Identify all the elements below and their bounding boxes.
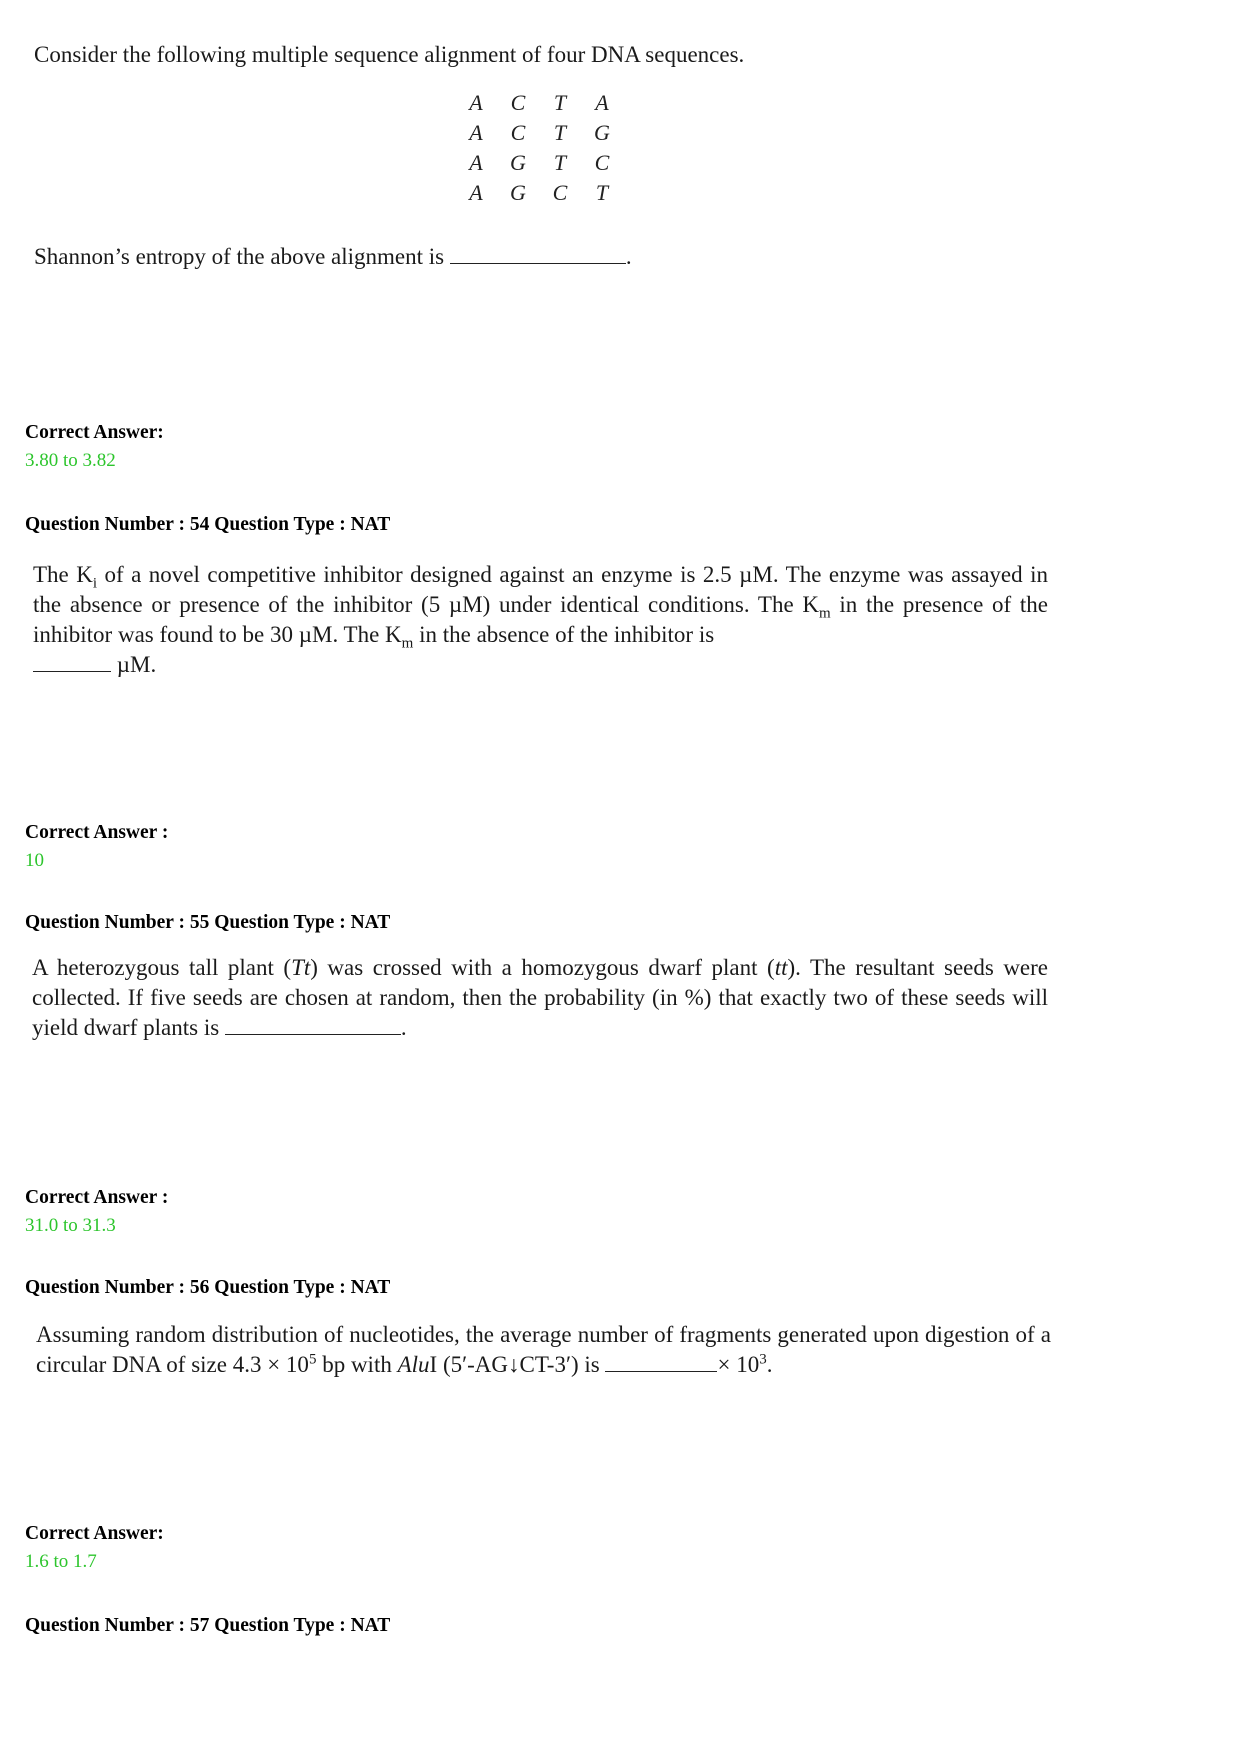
question-54-text (33, 560, 1048, 680)
q54-text-part: in the presence of the inhibitor was found to be 30 µM. The K (33, 592, 1048, 647)
alignment-cell: G (510, 180, 526, 205)
correct-answer-value: 3.80 to 3.82 (25, 450, 116, 471)
correct-answer-label: Correct Answer: (25, 422, 164, 443)
q56-text-part: bp with (316, 1352, 398, 1377)
ki-subscript: i (92, 575, 98, 592)
q55-text-part: ) was crossed with a homozygous dwarf plant ( (310, 955, 775, 980)
correct-answer-label: Correct Answer: (25, 1523, 164, 1544)
prompt-text: Shannon’s entropy of the above alignment is (34, 244, 445, 269)
q56-text-part: Assuming random distribution of nucleotides, the average number of fragments generated upon digestion of a circular DNA of size 4.3 × 10 (36, 1322, 1051, 1377)
question-54-header: Question Number : 54 Question Type : NAT (25, 514, 391, 535)
correct-answer-label: Correct Answer : (25, 1187, 169, 1208)
enzyme-site: I (5′-AG↓CT-3′) is (429, 1352, 600, 1377)
alignment-cell: A (595, 90, 609, 115)
correct-answer-value: 1.6 to 1.7 (25, 1551, 97, 1572)
question-57-header: Question Number : 57 Question Type : NAT (25, 1615, 391, 1636)
correct-answer-label: Correct Answer : (25, 822, 169, 843)
answer-blank (33, 651, 111, 672)
alignment-cell: T (553, 120, 567, 145)
question-55-header: Question Number : 55 Question Type : NAT (25, 912, 391, 933)
correct-answer-value: 10 (25, 850, 44, 871)
alignment-cell: A (469, 120, 483, 145)
correct-answer-value: 31.0 to 31.3 (25, 1215, 116, 1236)
alignment-cell: C (510, 120, 526, 145)
alignment-row-2 (455, 120, 623, 150)
alignment-row-3 (455, 150, 623, 180)
genotype-tt-homo: tt (774, 955, 788, 980)
exponent: 5 (308, 1351, 317, 1368)
alignment-row-4 (455, 180, 623, 210)
alignment-cell: C (594, 150, 610, 175)
question-56-text (36, 1320, 1051, 1380)
alignment-cell: G (594, 120, 610, 145)
answer-blank (225, 1014, 401, 1035)
q54-text-part: of a novel competitive inhibitor designed against an enzyme is 2.5 µM. The enzyme was assayed in the absence or presence of the inhibitor (5 µM) under identical conditions. The K (33, 562, 1048, 617)
alignment-cell: A (469, 180, 483, 205)
km-subscript: m (819, 605, 831, 622)
multiplier: × 10 (717, 1352, 760, 1377)
unit-text: µM. (111, 652, 157, 677)
answer-blank (450, 243, 626, 264)
text-end: . (400, 1015, 407, 1040)
km-subscript: m (401, 635, 414, 652)
text-end: . (766, 1352, 773, 1377)
alignment-cell: G (510, 150, 526, 175)
alignment-cell: A (469, 90, 483, 115)
alignment-cell: T (553, 150, 567, 175)
alignment-row-1 (455, 90, 623, 120)
alignment-cell: C (552, 180, 568, 205)
question-55-text (32, 953, 1048, 1043)
q54-text-part: in the absence of the inhibitor is (413, 622, 715, 647)
q54-text-part: The K (33, 562, 93, 587)
question-56-header: Question Number : 56 Question Type : NAT (25, 1277, 391, 1298)
prompt-end: . (625, 244, 632, 269)
q55-text-part: A heterozygous tall plant ( (32, 955, 292, 980)
enzyme-name-italic: Alu (397, 1352, 430, 1377)
exponent: 3 (759, 1351, 767, 1368)
question-53-prompt (34, 242, 934, 272)
alignment-cell: A (469, 150, 483, 175)
q55-text-part: ). The resultant seeds were collected. If five seeds are chosen at random, then the probability (in %) that exactly two of these seeds will yield dwarf plants is (32, 955, 1049, 1040)
question-53-intro: Consider the following multiple sequence alignment of four DNA sequences. (34, 42, 745, 67)
alignment-cell: T (553, 90, 567, 115)
alignment-cell: T (595, 180, 609, 205)
genotype-tt-hetero: Tt (291, 955, 311, 980)
alignment-cell: C (510, 90, 526, 115)
answer-blank (605, 1351, 717, 1372)
sequence-alignment (455, 90, 623, 210)
